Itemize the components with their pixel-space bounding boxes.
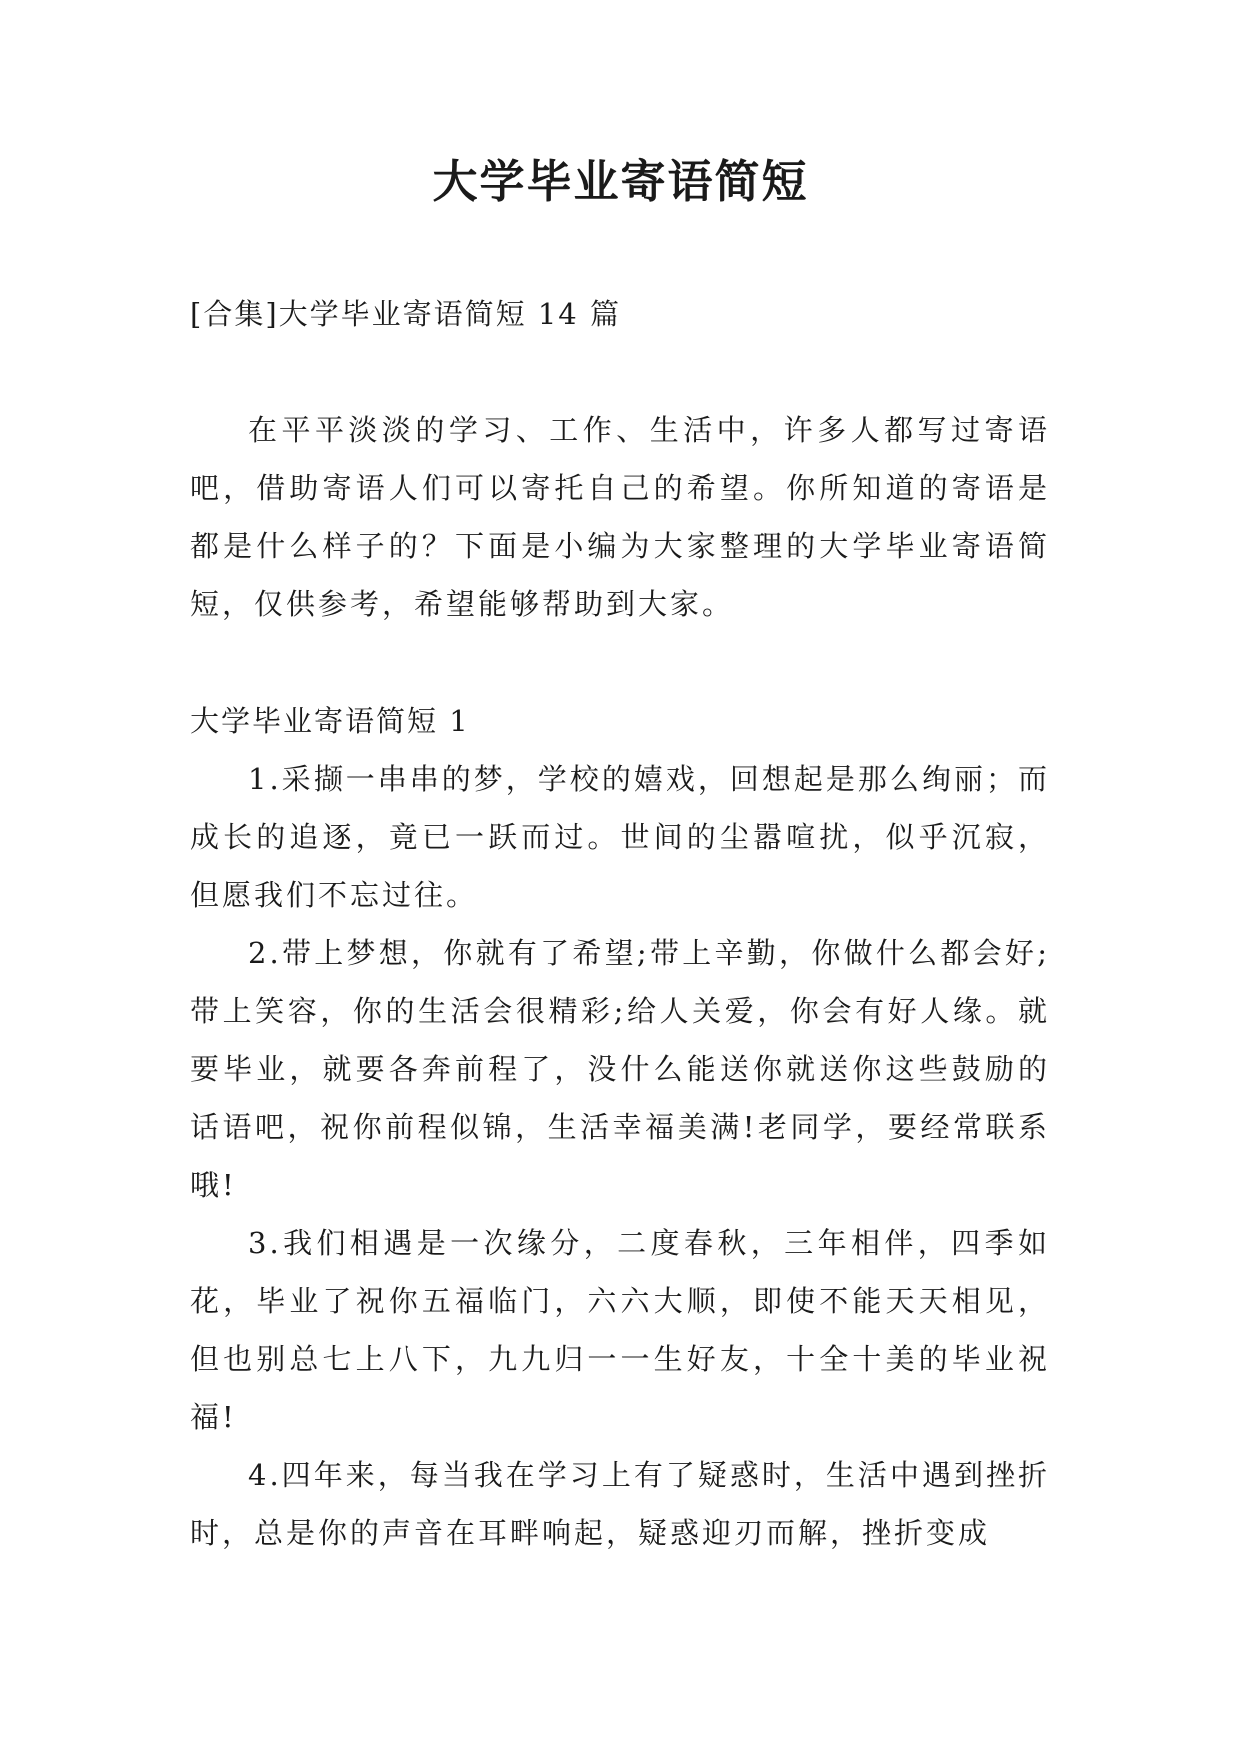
list-item: 4.四年来，每当我在学习上有了疑惑时，生活中遇到挫折时，总是你的声音在耳畔响起，疑惑迎刃而解，挫折变成 [190, 1458, 1050, 1550]
list-item: 2.带上梦想，你就有了希望;带上辛勤，你做什么都会好;带上笑容，你的生活会很精彩;给人关爱，你会有好人缘。就要毕业，就要各奔前程了，没什么能送你就送你这些鼓励的话语吧，祝你前程似锦，生活幸福美满!老同学，要经常联系哦! [190, 936, 1050, 1202]
intro-paragraph-block [190, 401, 1050, 633]
list-item: 1.采撷一串串的梦，学校的嬉戏，回想起是那么绚丽；而成长的追逐，竟已一跃而过。世间的尘嚣喧扰，似乎沉寂，但愿我们不忘过往。 [190, 762, 1050, 912]
intro-paragraph: 在平平淡淡的学习、工作、生活中，许多人都写过寄语吧，借助寄语人们可以寄托自己的希望。你所知道的寄语是都是什么样子的？下面是小编为大家整理的大学毕业寄语简短，仅供参考，希望能够帮助到大家。 [190, 413, 1050, 621]
list-item: 3.我们相遇是一次缘分，二度春秋，三年相伴，四季如花，毕业了祝你五福临门，六六大顺，即使不能天天相见，但也别总七上八下，九九归一一生好友，十全十美的毕业祝福! [190, 1226, 1050, 1434]
document-title: 大学毕业寄语简短 [432, 155, 809, 208]
section-heading: 大学毕业寄语简短 1 [190, 704, 470, 738]
items-block [190, 750, 1050, 1562]
document-subtitle: [合集]大学毕业寄语简短 14 篇 [190, 297, 621, 331]
